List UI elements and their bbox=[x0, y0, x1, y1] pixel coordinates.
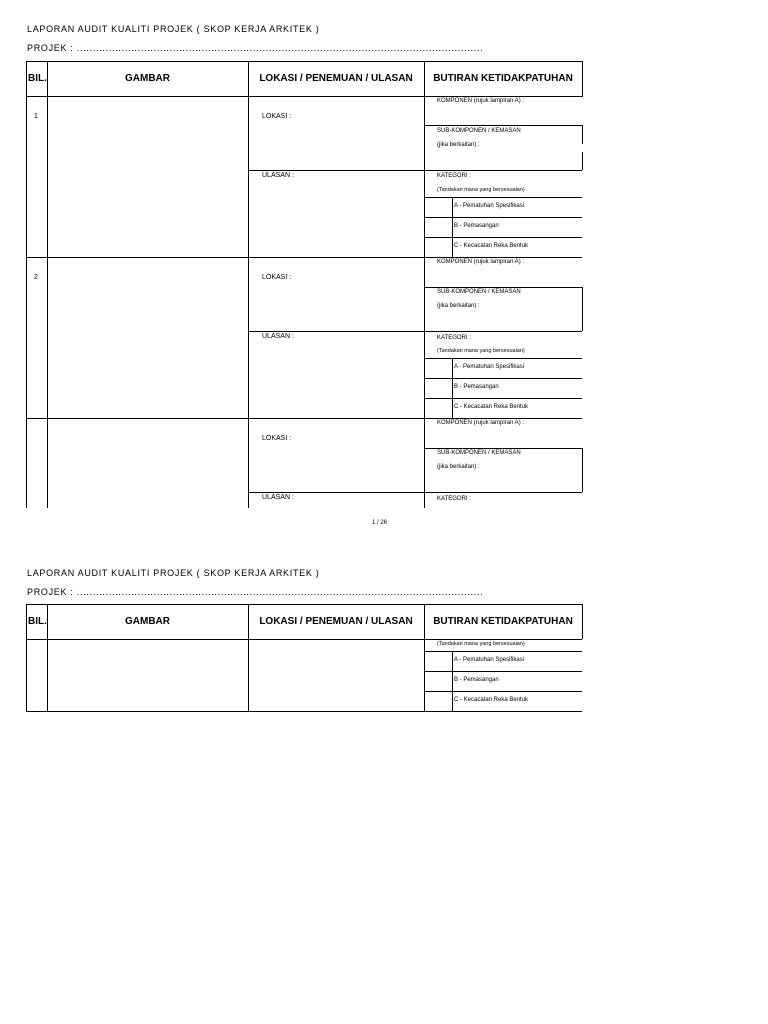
jika-berkaitan-label: (jika berkaitan) : bbox=[437, 303, 480, 309]
option-b-label: B - Pemasangan bbox=[454, 677, 499, 683]
tandakan-note: (Tandakan mana yang bersesuaian) bbox=[437, 187, 525, 193]
lokasi-label: LOKASI : bbox=[262, 113, 292, 120]
subkomponen-label: SUB-KOMPONEN / KEMASAN bbox=[437, 128, 521, 134]
page-number: 1 / 26 bbox=[372, 520, 388, 526]
option-b-label: B - Pemasangan bbox=[454, 223, 499, 229]
jika-berkaitan-label: (jika berkaitan) : bbox=[437, 464, 480, 470]
option-c-label: C - Kecacatan Reka Bentuk bbox=[454, 697, 529, 703]
komponen-label: KOMPONEN (rujuk lampiran A) : bbox=[437, 98, 525, 104]
header-lokasi: LOKASI / PENEMUAN / ULASAN bbox=[259, 616, 413, 627]
subkomponen-label: SUB-KOMPONEN / KEMASAN bbox=[437, 450, 521, 456]
project-line: PROJEK : ............................................................................................................................... bbox=[27, 43, 484, 53]
ulasan-label: ULASAN : bbox=[262, 494, 294, 501]
option-c-label: C - Kecacatan Reka Bentuk bbox=[454, 243, 529, 249]
header-lokasi: LOKASI / PENEMUAN / ULASAN bbox=[259, 73, 413, 84]
kategori-label: KATEGORI : bbox=[437, 496, 471, 502]
jika-berkaitan-label: (jika berkaitan) : bbox=[437, 142, 480, 148]
header-gambar: GAMBAR bbox=[125, 616, 170, 627]
option-a-label: A - Pematuhan Spesifikasi bbox=[454, 364, 525, 370]
ulasan-label: ULASAN : bbox=[262, 333, 294, 340]
tandakan-note: (Tandakan mana yang bersesuaian) bbox=[437, 348, 525, 354]
report-title: LAPORAN AUDIT KUALITI PROJEK ( SKOP KERJA ARKITEK ) bbox=[27, 568, 320, 578]
option-c-label: C - Kecacatan Reka Bentuk bbox=[454, 404, 529, 410]
kategori-label: KATEGORI : bbox=[437, 335, 471, 341]
header-butiran: BUTIRAN KETIDAKPATUHAN bbox=[433, 616, 573, 627]
lokasi-label: LOKASI : bbox=[262, 435, 292, 442]
header-butiran: BUTIRAN KETIDAKPATUHAN bbox=[433, 73, 573, 84]
komponen-label: KOMPONEN (rujuk lampiran A) : bbox=[437, 259, 525, 265]
option-a-label: A - Pematuhan Spesifikasi bbox=[454, 203, 525, 209]
header-bil: BIL. bbox=[28, 73, 47, 84]
option-a-label: A - Pematuhan Spesifikasi bbox=[454, 657, 525, 663]
header-gambar: GAMBAR bbox=[125, 73, 170, 84]
subkomponen-label: SUB-KOMPONEN / KEMASAN bbox=[437, 289, 521, 295]
lokasi-label: LOKASI : bbox=[262, 274, 292, 281]
tandakan-note: (Tandakan mana yang bersesuaian) bbox=[437, 641, 525, 647]
header-bil: BIL. bbox=[28, 616, 47, 627]
project-line: PROJEK : ............................................................................................................................... bbox=[27, 587, 484, 597]
row-number: 2 bbox=[34, 274, 38, 281]
kategori-label: KATEGORI : bbox=[437, 173, 471, 179]
option-b-label: B - Pemasangan bbox=[454, 384, 499, 390]
ulasan-label: ULASAN : bbox=[262, 172, 294, 179]
row-number: 1 bbox=[34, 113, 38, 120]
komponen-label: KOMPONEN (rujuk lampiran A) : bbox=[437, 420, 525, 426]
report-title: LAPORAN AUDIT KUALITI PROJEK ( SKOP KERJA ARKITEK ) bbox=[27, 24, 320, 34]
